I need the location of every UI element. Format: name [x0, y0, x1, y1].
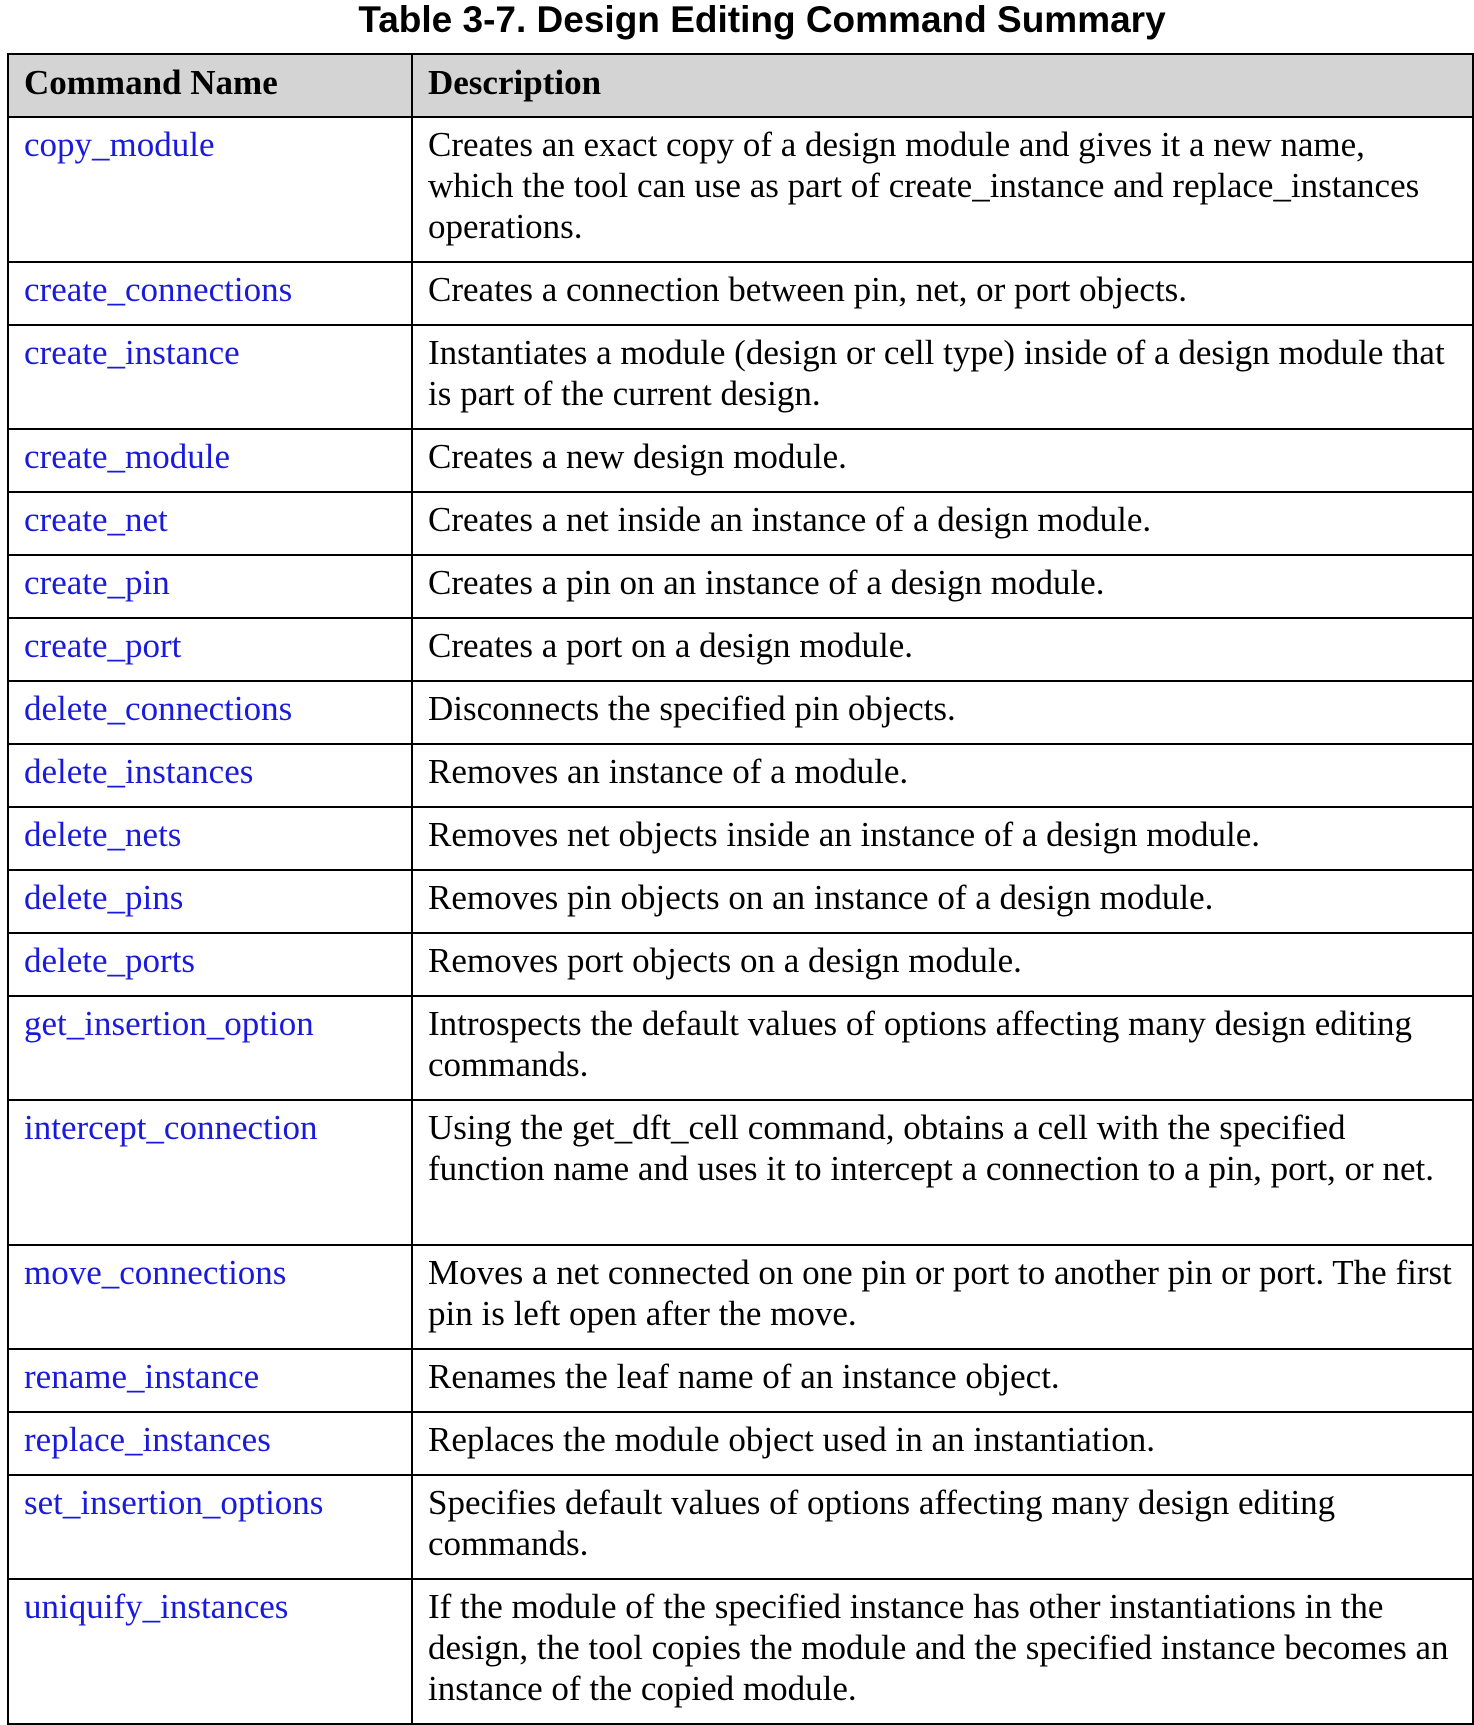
command-link[interactable]: delete_ports — [24, 941, 196, 980]
table-row — [8, 933, 1473, 996]
table-row — [8, 429, 1473, 492]
command-cell — [8, 1100, 412, 1245]
table-row — [8, 807, 1473, 870]
column-header-description: Description — [412, 54, 1473, 117]
command-cell — [8, 1349, 412, 1412]
description-cell: Introspects the default values of options affecting many design editing commands. — [412, 996, 1473, 1100]
command-link[interactable]: create_pin — [24, 563, 170, 602]
command-cell — [8, 1245, 412, 1349]
command-cell — [8, 1475, 412, 1579]
table-row — [8, 996, 1473, 1100]
description-cell: Removes net objects inside an instance of a design module. — [412, 807, 1473, 870]
table-row — [8, 1412, 1473, 1475]
command-link[interactable]: create_port — [24, 626, 182, 665]
command-cell — [8, 1579, 412, 1724]
table-row — [8, 1245, 1473, 1349]
command-cell — [8, 681, 412, 744]
command-link[interactable]: delete_nets — [24, 815, 182, 854]
description-cell: Using the get_dft_cell command, obtains a cell with the specified function name and uses it to intercept a connection to a pin, port, or net. — [412, 1100, 1473, 1245]
description-cell: If the module of the specified instance has other instantiations in the design, the tool copies the module and the specified instance becomes an instance of the copied module. — [412, 1579, 1473, 1724]
table-row — [8, 681, 1473, 744]
table-header-row — [8, 54, 1473, 117]
command-cell — [8, 996, 412, 1100]
command-link[interactable]: copy_module — [24, 125, 215, 164]
command-link[interactable]: intercept_connection — [24, 1108, 318, 1147]
command-link[interactable]: get_insertion_option — [24, 1004, 314, 1043]
column-header-command-name: Command Name — [8, 54, 412, 117]
description-cell: Removes an instance of a module. — [412, 744, 1473, 807]
command-summary-table — [7, 53, 1474, 1725]
description-cell: Creates a net inside an instance of a design module. — [412, 492, 1473, 555]
command-cell — [8, 618, 412, 681]
command-link[interactable]: delete_pins — [24, 878, 184, 917]
command-cell — [8, 1412, 412, 1475]
description-cell: Removes pin objects on an instance of a design module. — [412, 870, 1473, 933]
description-cell: Disconnects the specified pin objects. — [412, 681, 1473, 744]
command-link[interactable]: rename_instance — [24, 1357, 260, 1396]
command-cell — [8, 492, 412, 555]
table-row — [8, 262, 1473, 325]
command-cell — [8, 555, 412, 618]
command-link[interactable]: uniquify_instances — [24, 1587, 289, 1626]
description-cell: Creates a connection between pin, net, or port objects. — [412, 262, 1473, 325]
table-row — [8, 1475, 1473, 1579]
command-link[interactable]: create_module — [24, 437, 231, 476]
description-cell: Removes port objects on a design module. — [412, 933, 1473, 996]
command-link[interactable]: create_instance — [24, 333, 240, 372]
command-cell — [8, 870, 412, 933]
command-cell — [8, 262, 412, 325]
table-row — [8, 870, 1473, 933]
table-row — [8, 1579, 1473, 1724]
description-cell: Renames the leaf name of an instance object. — [412, 1349, 1473, 1412]
command-link[interactable]: delete_instances — [24, 752, 254, 791]
description-cell: Specifies default values of options affecting many design editing commands. — [412, 1475, 1473, 1579]
table-caption: Table 3-7. Design Editing Command Summary — [358, 0, 1166, 40]
command-link[interactable]: create_net — [24, 500, 168, 539]
command-link[interactable]: replace_instances — [24, 1420, 271, 1459]
description-cell: Instantiates a module (design or cell type) inside of a design module that is part of the current design. — [412, 325, 1473, 429]
command-link[interactable]: move_connections — [24, 1253, 287, 1292]
command-cell — [8, 933, 412, 996]
command-link[interactable]: set_insertion_options — [24, 1483, 324, 1522]
description-cell: Creates an exact copy of a design module and gives it a new name, which the tool can use as part of create_instance and replace_instances operations. — [412, 117, 1473, 262]
table-row — [8, 1349, 1473, 1412]
table-row — [8, 492, 1473, 555]
table-row — [8, 744, 1473, 807]
command-cell — [8, 744, 412, 807]
description-cell: Creates a pin on an instance of a design module. — [412, 555, 1473, 618]
table-row — [8, 117, 1473, 262]
table-row — [8, 325, 1473, 429]
command-link[interactable]: delete_connections — [24, 689, 293, 728]
command-link[interactable]: create_connections — [24, 270, 293, 309]
command-cell — [8, 807, 412, 870]
table-row — [8, 618, 1473, 681]
table-row — [8, 555, 1473, 618]
table-row — [8, 1100, 1473, 1245]
description-cell: Replaces the module object used in an instantiation. — [412, 1412, 1473, 1475]
command-cell — [8, 117, 412, 262]
command-cell — [8, 429, 412, 492]
command-cell — [8, 325, 412, 429]
description-cell: Creates a port on a design module. — [412, 618, 1473, 681]
description-cell: Creates a new design module. — [412, 429, 1473, 492]
description-cell: Moves a net connected on one pin or port to another pin or port. The first pin is left open after the move. — [412, 1245, 1473, 1349]
